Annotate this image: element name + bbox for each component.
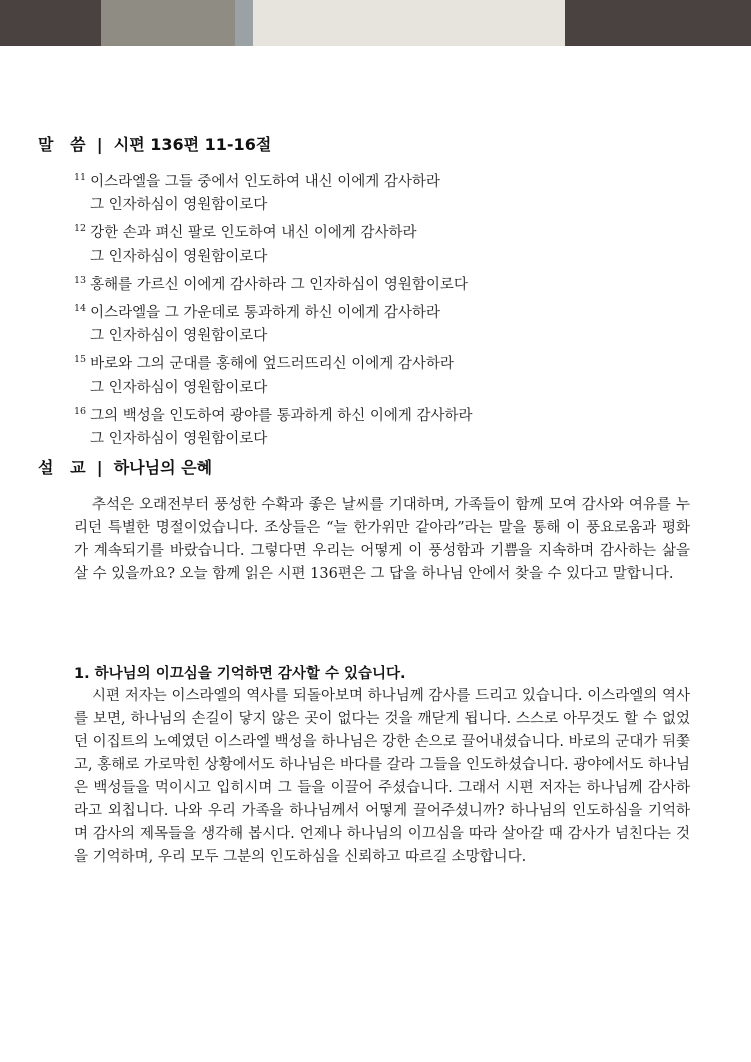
verse-text: 강한 손과 펴신 팔로 인도하여 내신 이에게 감사하라 (90, 225, 417, 242)
verse-text: 그의 백성을 인도하여 광야를 통과하게 하신 이에게 감사하라 (90, 407, 473, 424)
verse-line (74, 166, 694, 194)
scripture-verses (74, 166, 694, 451)
verse-line (74, 217, 694, 245)
verse-line (74, 297, 694, 325)
header-bar-segment (101, 0, 235, 46)
verse-number: 12 (74, 223, 87, 235)
point-1-paragraph: 시편 저자는 이스라엘의 역사를 되돌아보며 하나님께 감사를 드리고 있습니다. 이스라엘의 역사를 보면, 하나님의 손길이 닿지 않은 곳이 없다는 것을 깨닫게 됩니다. 스스로 아무것도 할 수 없었던 이집트의 노예였던 이스라엘 백성을 하나님은 강한 손으로 끌어내셨습니다. 바로의 군대가 뒤쫓고, 홍해로 가로막힌 상황에서도 하나님은 바다를 갈라 그들을 인도하셨습니다. 광야에서도 하나님은 백성들을 먹이시고 입히시며 그 들을 이끌어 주셨습니다. 그래서 시편 저자는 하나님께 감사하라고 외칩니다. 나와 우리 가족을 하나님께서 어떻게 끌어주셨니까? 하나님의 인도하심을 기억하며 감사의 제목들을 생각해 봅시다. 언제나 하나님의 이끄심을 따라 살아갈 때 감사가 넘친다는 것을 기억하며, 우리 모두 그분의 인도하심을 신뢰하고 따르길 소망합니다. (74, 688, 690, 865)
verse-number: 13 (74, 274, 87, 286)
verse-refrain: 그 인자하심이 영원함이로다 (90, 328, 268, 345)
verse-refrain: 그 인자하심이 영원함이로다 (90, 197, 268, 214)
verse-refrain: 그 인자하심이 영원함이로다 (90, 379, 268, 396)
verse-text: 홍해를 가르신 이에게 감사하라 그 인자하심이 영원함이로다 (90, 276, 468, 293)
header-color-bar (0, 0, 751, 46)
verse-line (74, 400, 694, 428)
verse-number: 14 (74, 303, 87, 315)
verse-line (74, 348, 694, 376)
sermon-intro-paragraph: 추석은 오래전부터 풍성한 수확과 좋은 날씨를 기대하며, 가족들이 함께 모여 감사와 여유를 누리던 특별한 명절이었습니다. 조상들은 “늘 한가위만 같아라”라는 말을 통해 이 풍요로움과 평화가 계속되기를 바랐습니다. 그렇다면 우리는 어떻게 이 풍성함과 기쁨을 지속하며 감사하는 삶을 살 수 있을까요? 오늘 함께 읽은 시편 136편은 그 답을 하나님 안에서 찾을 수 있다고 말합니다. (74, 497, 690, 582)
verse-refrain: 그 인자하심이 영원함이로다 (90, 431, 268, 448)
verse-number: 15 (74, 354, 87, 366)
header-bar-segment (235, 0, 253, 46)
header-bar-segment (565, 0, 751, 46)
header-bar-segment (253, 0, 565, 46)
verse-refrain: 그 인자하심이 영원함이로다 (90, 248, 268, 265)
verse-text: 이스라엘을 그들 중에서 인도하여 내신 이에게 감사하라 (90, 174, 440, 190)
point-1-title: 1. 하나님의 이끄심을 기억하면 감사할 수 있습니다. (74, 666, 406, 682)
verse-text: 바로와 그의 군대를 홍해에 엎드러뜨리신 이에게 감사하라 (90, 356, 454, 373)
verse-number: 11 (74, 172, 87, 183)
sermon-heading: 설 교 | 하나님의 은혜 (38, 458, 213, 477)
header-bar-segment (0, 0, 101, 46)
verse-text: 이스라엘을 그 가운데로 통과하게 하신 이에게 감사하라 (90, 305, 440, 322)
verse-number: 16 (74, 405, 87, 417)
verse-line (74, 269, 694, 297)
scripture-heading: 말 씀 | 시편 136편 11-16절 (38, 135, 272, 154)
